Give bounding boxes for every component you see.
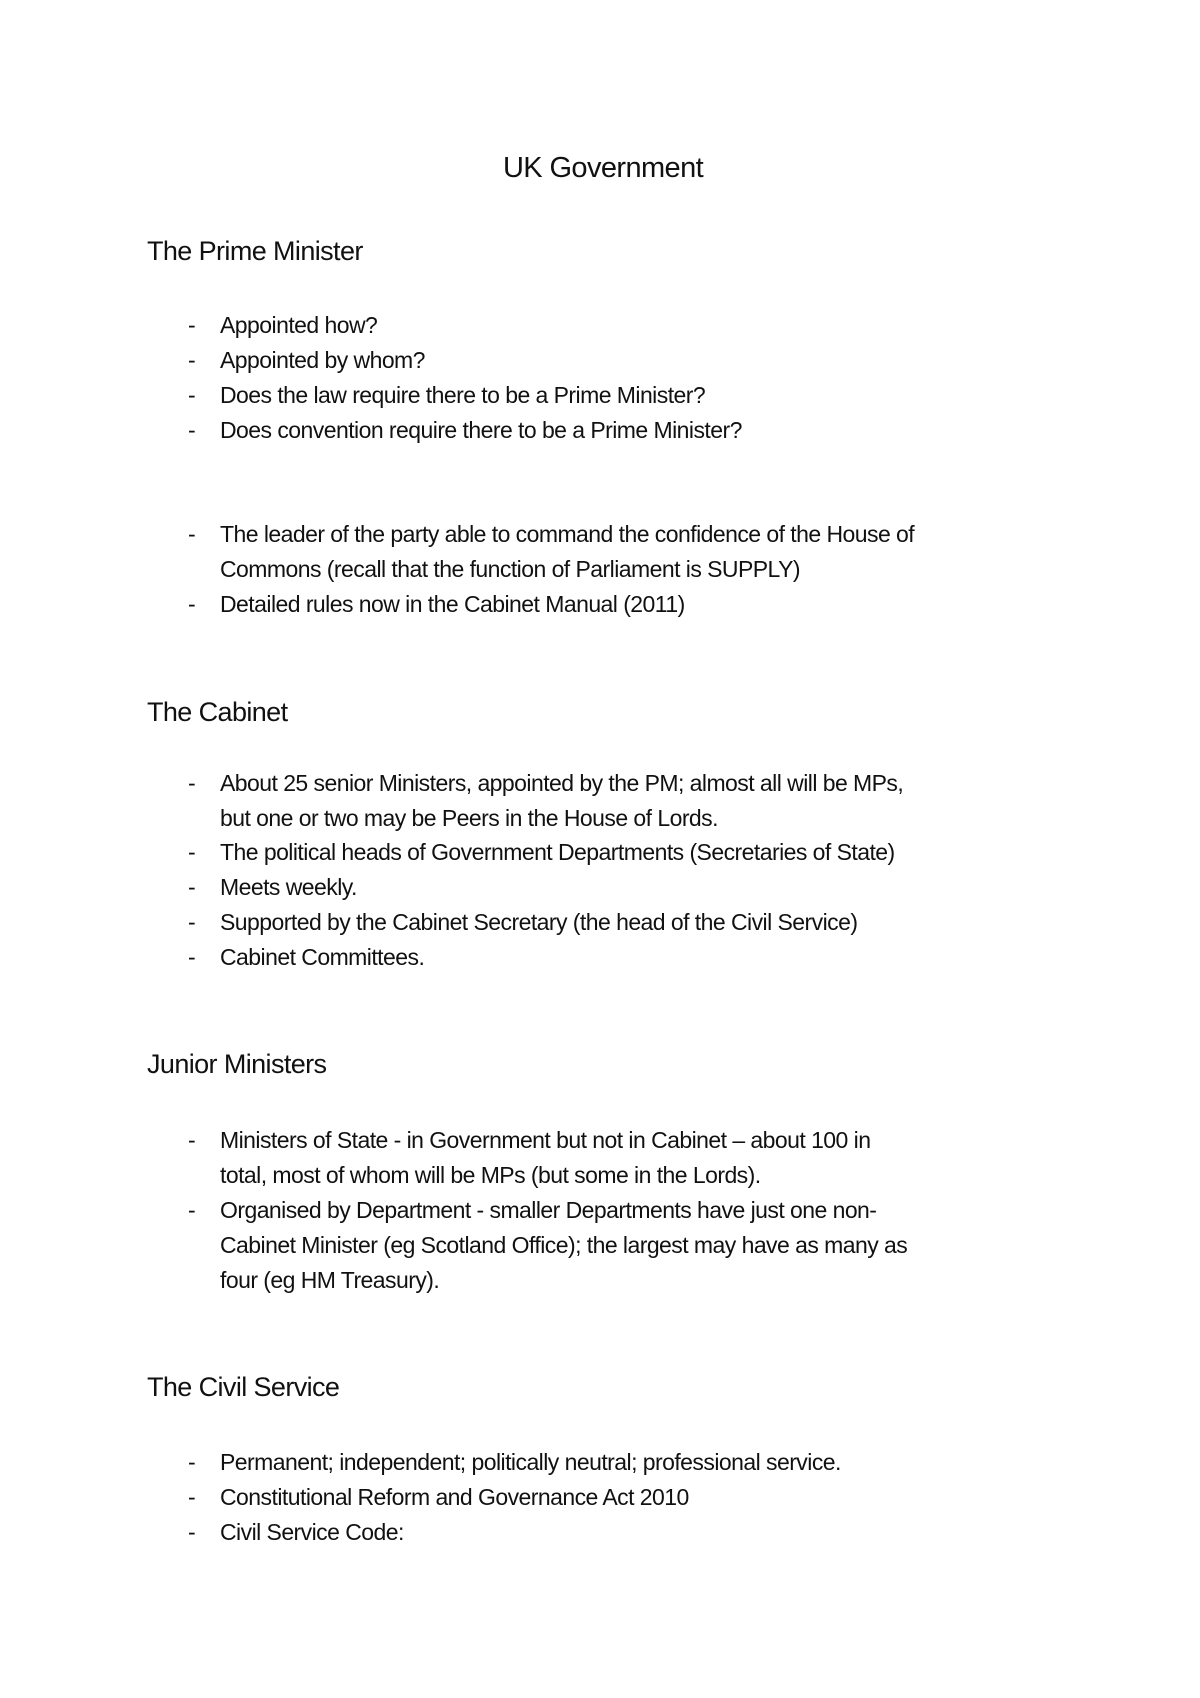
list-item-text: total, most of whom will be MPs (but some in the Lords). <box>220 1162 761 1188</box>
bullet-dash: - <box>188 839 196 865</box>
list-item-text: Appointed by whom? <box>220 347 425 373</box>
bullet-dash: - <box>188 1484 196 1510</box>
bullet-dash: - <box>188 591 196 617</box>
bullet-dash: - <box>188 312 196 338</box>
document-title: UK Government <box>502 152 704 184</box>
bullet-dash: - <box>188 944 196 970</box>
list-item-text: The leader of the party able to command the confidence of the House of <box>220 521 915 547</box>
list-item-text: Organised by Department - smaller Departments have just one non- <box>220 1197 877 1223</box>
bullet-dash: - <box>188 417 196 443</box>
list-item-text: Constitutional Reform and Governance Act 2010 <box>220 1484 689 1510</box>
list-item-text: Detailed rules now in the Cabinet Manual (2011) <box>220 591 685 617</box>
list-item-text: Appointed how? <box>220 312 378 338</box>
bullet-dash: - <box>188 1449 196 1475</box>
bullet-dash: - <box>188 382 196 408</box>
bullet-dash: - <box>188 521 196 547</box>
section-heading: Junior Ministers <box>147 1049 327 1079</box>
list-item-text: About 25 senior Ministers, appointed by the PM; almost all will be MPs, <box>220 770 904 796</box>
list-item-text: Cabinet Minister (eg Scotland Office); the largest may have as many as <box>220 1232 908 1258</box>
bullet-dash: - <box>188 909 196 935</box>
bullet-dash: - <box>188 874 196 900</box>
bullet-dash: - <box>188 347 196 373</box>
list-item-text: Supported by the Cabinet Secretary (the head of the Civil Service) <box>220 909 858 935</box>
list-item-text: Permanent; independent; politically neutral; professional service. <box>220 1449 841 1475</box>
section-heading: The Prime Minister <box>147 236 363 266</box>
list-item-text: but one or two may be Peers in the House of Lords. <box>220 805 718 831</box>
section-heading: The Civil Service <box>147 1372 340 1402</box>
list-item-text: Does the law require there to be a Prime Minister? <box>220 382 706 408</box>
bullet-dash: - <box>188 770 196 796</box>
bullet-dash: - <box>188 1127 196 1153</box>
bullet-dash: - <box>188 1519 196 1545</box>
list-item-text: Ministers of State - in Government but not in Cabinet – about 100 in <box>220 1127 871 1153</box>
section-heading: The Cabinet <box>147 697 288 727</box>
list-item-text: Meets weekly. <box>220 874 357 900</box>
list-item-text: Cabinet Committees. <box>220 944 425 970</box>
list-item-text: Civil Service Code: <box>220 1519 404 1545</box>
list-item-text: The political heads of Government Departments (Secretaries of State) <box>220 839 895 865</box>
list-item-text: four (eg HM Treasury). <box>220 1267 440 1293</box>
list-item-text: Does convention require there to be a Prime Minister? <box>220 417 742 443</box>
list-item-text: Commons (recall that the function of Parliament is SUPPLY) <box>220 556 800 582</box>
bullet-dash: - <box>188 1197 196 1223</box>
